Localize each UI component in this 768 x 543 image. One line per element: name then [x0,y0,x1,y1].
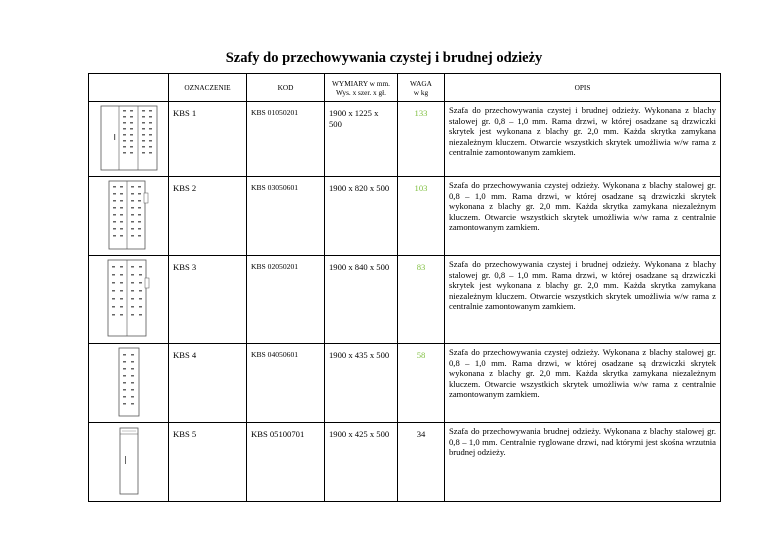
cell-weight: 83 [398,256,445,344]
cell-dims: 1900 x 1225 x 500 [325,102,398,177]
cell-code: KBS 01050201 [247,102,325,177]
cell-dims: 1900 x 840 x 500 [325,256,398,344]
triple-locker-icon [99,104,159,172]
product-table [88,73,721,502]
cell-weight: 34 [398,423,445,502]
header-oznaczenie: OZNACZENIE [169,74,247,102]
table-row [89,256,721,344]
page-title: Szafy do przechowywania czystej i brudnej odzieży [225,50,543,66]
cell-weight: 103 [398,177,445,256]
cell-name: KBS 5 [169,423,247,502]
cabinet-image [89,177,169,256]
header-opis: OPIS [445,74,721,102]
cell-desc: Szafa do przechowywania czystej i brudnej odzieży. Wykonana z blachy stalowej gr. 0,8 – 1,0 mm. Rama drzwi, w której osadzane są drzwiczki skrytek jest wykonana z blachy gr. 2,0 mm. Każda skrytka zamykana niezależnym kluczem. Otwarcie wszystkich skrytek umożliwia w/w rama z centralnie zamontowanym zamkiem. [445,102,721,177]
cell-code: KBS 03050601 [247,177,325,256]
double-locker-icon [107,179,151,251]
cell-dims: 1900 x 425 x 500 [325,423,398,502]
cell-name: KBS 2 [169,177,247,256]
cell-weight: 133 [398,102,445,177]
cell-code: KBS 02050201 [247,256,325,344]
cell-name: KBS 3 [169,256,247,344]
table-header-row [89,74,721,102]
cabinet-image [89,423,169,502]
cell-desc: Szafa do przechowywania brudnej odzieży. Wykonana z blachy stalowej gr. 0,8 – 1,0 mm. Centralnie ryglowane drzwi, nad którymi jest skośna wrzutnia brudnej odzieży. [445,423,721,502]
header-image [89,74,169,102]
cabinet-image [89,344,169,423]
cell-dims: 1900 x 820 x 500 [325,177,398,256]
cell-dims: 1900 x 435 x 500 [325,344,398,423]
header-kod: KOD [247,74,325,102]
plain-cabinet-icon [116,426,142,496]
cabinet-image [89,256,169,344]
cabinet-image [89,102,169,177]
cell-desc: Szafa do przechowywania czystej i brudnej odzieży. Wykonana z blachy stalowej gr. 0,8 – 1,0 mm. Rama drzwi, w której osadzane są drzwiczki skrytek jest wykonana z blachy gr. 2,0 mm. Każda skrytka zamykana niezależnym kluczem. Otwarcie wszystkich skrytek umożliwia w/w rama z centralnie zamontowanym zamkiem. [445,256,721,344]
single-locker-icon [116,346,142,418]
cell-name: KBS 1 [169,102,247,177]
table-row [89,423,721,502]
cell-desc: Szafa do przechowywania czystej odzieży. Wykonana z blachy stalowej gr. 0,8 – 1,0 mm. Rama drzwi, w której osadzane są drzwiczki skrytek wykonana z blachy gr. 2,0 mm. Każda skrytka zamykana niezależnym kluczem. Otwarcie wszystkich skrytek umożliwia w/w rama z centralnie zamontowanym zamkiem. [445,344,721,423]
header-waga: WAGA w kg [398,74,445,102]
header-wymiary: WYMIARY w mm. Wys. x szer. x gł. [325,74,398,102]
table-row [89,177,721,256]
double-locker-icon [106,258,152,338]
cell-desc: Szafa do przechowywania czystej odzieży. Wykonana z blachy stalowej gr. 0,8 – 1,0 mm. Rama drzwi, w której osadzane są drzwiczki skrytek wykonana z blachy gr. 2,0 mm. Każda skrytka zamykana niezależnym kluczem. Otwarcie wszystkich skrytek umożliwia w/w rama z centralnie zamontowanym zamkiem. [445,177,721,256]
cell-code: KBS 04050601 [247,344,325,423]
table-row [89,102,721,177]
cell-name: KBS 4 [169,344,247,423]
cell-weight: 58 [398,344,445,423]
table-row [89,344,721,423]
cell-code: KBS 05100701 [247,423,325,502]
